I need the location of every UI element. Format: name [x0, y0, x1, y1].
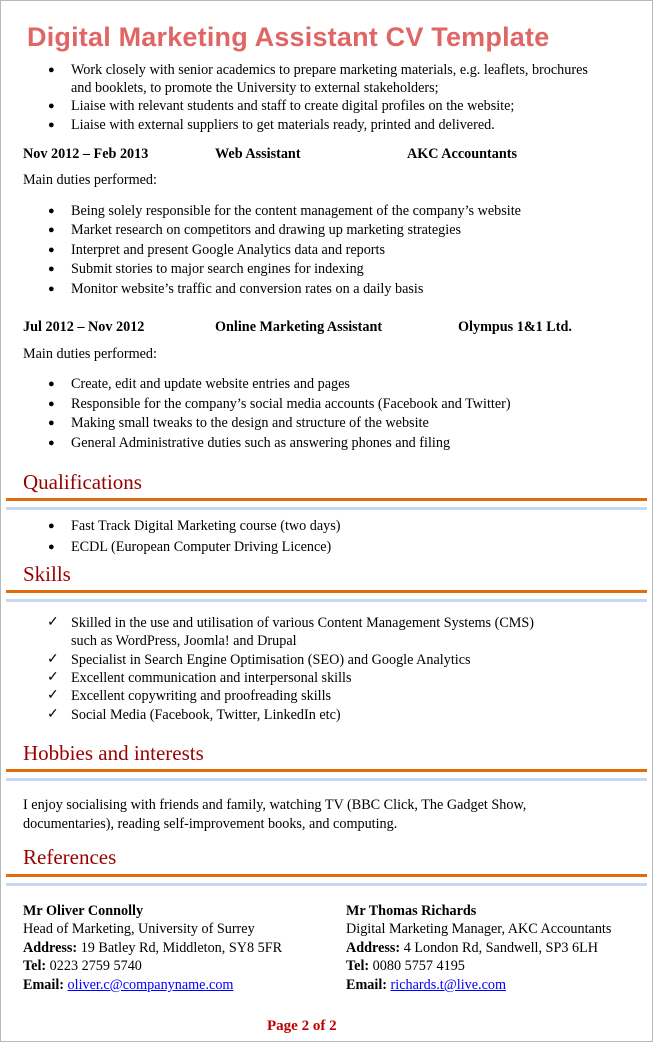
referee-address: [346, 939, 598, 957]
bullet-icon: ●: [48, 417, 55, 429]
document-title: Digital Marketing Assistant CV Template: [27, 22, 550, 52]
intro-bullet-text: Liaise with relevant students and staff to create digital profiles on the website;: [71, 98, 515, 114]
referee-name: Mr Oliver Connolly: [23, 903, 144, 919]
heading-rule: [6, 874, 647, 877]
checkmark-icon: ✓: [47, 670, 59, 685]
duty-item: [48, 241, 385, 261]
heading-rule-blue: [6, 599, 647, 602]
intro-bullet-3: [48, 116, 495, 136]
duty-item: [48, 260, 364, 280]
address-label: Address:: [23, 940, 78, 956]
checkmark-icon: ✓: [47, 688, 59, 703]
section-heading-qualifications: Qualifications: [23, 470, 142, 494]
skill-text: Excellent copywriting and proofreading skills: [71, 688, 332, 704]
duty-text: Create, edit and update website entries and pages: [71, 376, 350, 392]
job-role: Online Marketing Assistant: [215, 319, 383, 335]
intro-bullet-text: Work closely with senior academics to prepare marketing materials, e.g. leaflets, brochures and booklets, to promote the University to external stakeholders;: [71, 62, 588, 96]
skill-text: Excellent communication and interpersonal skills: [71, 670, 352, 686]
job-dates: Nov 2012 – Feb 2013: [23, 146, 149, 162]
email-link[interactable]: oliver.c@companyname.com: [67, 977, 234, 993]
bullet-icon: ●: [48, 224, 55, 236]
section-heading-skills: Skills: [23, 562, 71, 586]
referee-name: Mr Thomas Richards: [346, 903, 477, 919]
email-link[interactable]: richards.t@live.com: [390, 977, 507, 993]
duty-item: [48, 434, 451, 454]
bullet-icon: ●: [48, 398, 55, 410]
checkmark-icon: ✓: [47, 615, 59, 630]
duty-text: Making small tweaks to the design and structure of the website: [71, 415, 429, 431]
bullet-icon: ●: [48, 119, 55, 131]
heading-rule: [6, 590, 647, 593]
duties-label: Main duties performed:: [23, 346, 157, 362]
duty-text: Interpret and present Google Analytics data and reports: [71, 242, 385, 258]
bullet-icon: ●: [48, 244, 55, 256]
skill-text: Skilled in the use and utilisation of various Content Management Systems (CMS) such as WordPress, Joomla! and Drupal: [71, 615, 535, 649]
referee-position: Head of Marketing, University of Surrey: [23, 921, 255, 937]
bullet-icon: ●: [48, 541, 55, 553]
duty-text: Monitor website’s traffic and conversion rates on a daily basis: [71, 281, 424, 297]
job-company: AKC Accountants: [407, 146, 517, 162]
tel-label: Tel:: [346, 958, 370, 974]
bullet-icon: ●: [48, 263, 55, 275]
skill-item: [47, 687, 332, 705]
referee-email: [346, 976, 506, 994]
duty-text: Being solely responsible for the content management of the company’s website: [71, 203, 521, 219]
referee-address: [23, 939, 282, 957]
bullet-icon: ●: [48, 205, 55, 217]
qualification-text: ECDL (European Computer Driving Licence): [71, 539, 332, 555]
heading-rule-blue: [6, 778, 647, 781]
duty-item: [48, 202, 521, 222]
address-label: Address:: [346, 940, 401, 956]
heading-rule: [6, 769, 647, 772]
skill-item: [47, 669, 352, 687]
hobbies-text: I enjoy socialising with friends and family, watching TV (BBC Click, The Gadget Show, documentaries), reading self-improvement books, and computing.: [23, 797, 527, 832]
duty-text: Market research on competitors and drawing up marketing strategies: [71, 222, 462, 238]
qualification-text: Fast Track Digital Marketing course (two days): [71, 518, 341, 534]
skill-text: Social Media (Facebook, Twitter, LinkedIn etc): [71, 707, 341, 723]
job-dates: Jul 2012 – Nov 2012: [23, 319, 145, 335]
duty-item: [48, 414, 429, 434]
page-number: Page 2 of 2: [267, 1018, 337, 1034]
section-heading-hobbies: Hobbies and interests: [23, 741, 204, 765]
referee-tel: [346, 957, 465, 975]
duty-item: [48, 280, 424, 300]
tel-value: 0080 5757 4195: [372, 958, 465, 974]
intro-bullet-text: Liaise with external suppliers to get materials ready, printed and delivered.: [71, 117, 495, 133]
skill-text: Specialist in Search Engine Optimisation (SEO) and Google Analytics: [71, 652, 471, 668]
email-label: Email:: [346, 977, 387, 993]
qualification-item: [48, 538, 332, 558]
checkmark-icon: ✓: [47, 652, 59, 667]
job-company: Olympus 1&1 Ltd.: [458, 319, 572, 335]
skill-item: [47, 706, 341, 724]
duties-label: Main duties performed:: [23, 172, 157, 188]
duty-item: [48, 221, 462, 241]
heading-rule-blue: [6, 507, 647, 510]
email-label: Email:: [23, 977, 64, 993]
skill-item: [47, 651, 471, 669]
heading-rule-blue: [6, 883, 647, 886]
duty-text: General Administrative duties such as answering phones and filing: [71, 435, 451, 451]
job-role: Web Assistant: [215, 146, 301, 162]
address-value: 19 Batley Rd, Middleton, SY8 5FR: [80, 940, 283, 956]
bullet-icon: ●: [48, 283, 55, 295]
duty-item: [48, 395, 511, 415]
heading-rule: [6, 498, 647, 501]
duty-text: Submit stories to major search engines for indexing: [71, 261, 364, 277]
duty-item: [48, 375, 350, 395]
referee-email: [23, 976, 233, 994]
bullet-icon: ●: [48, 437, 55, 449]
bullet-icon: ●: [48, 520, 55, 532]
qualification-item: [48, 517, 341, 537]
checkmark-icon: ✓: [47, 707, 59, 722]
referee-position: Digital Marketing Manager, AKC Accountants: [346, 921, 612, 937]
referee-tel: [23, 957, 142, 975]
tel-label: Tel:: [23, 958, 47, 974]
bullet-icon: ●: [48, 378, 55, 390]
intro-bullet-1: [48, 61, 611, 97]
address-value: 4 London Rd, Sandwell, SP3 6LH: [403, 940, 598, 956]
bullet-icon: ●: [48, 100, 55, 112]
intro-bullet-2: [48, 97, 515, 117]
section-heading-references: References: [23, 845, 117, 869]
duty-text: Responsible for the company’s social media accounts (Facebook and Twitter): [71, 396, 511, 412]
skill-item: [47, 614, 561, 650]
bullet-icon: ●: [48, 64, 55, 76]
tel-value: 0223 2759 5740: [49, 958, 142, 974]
